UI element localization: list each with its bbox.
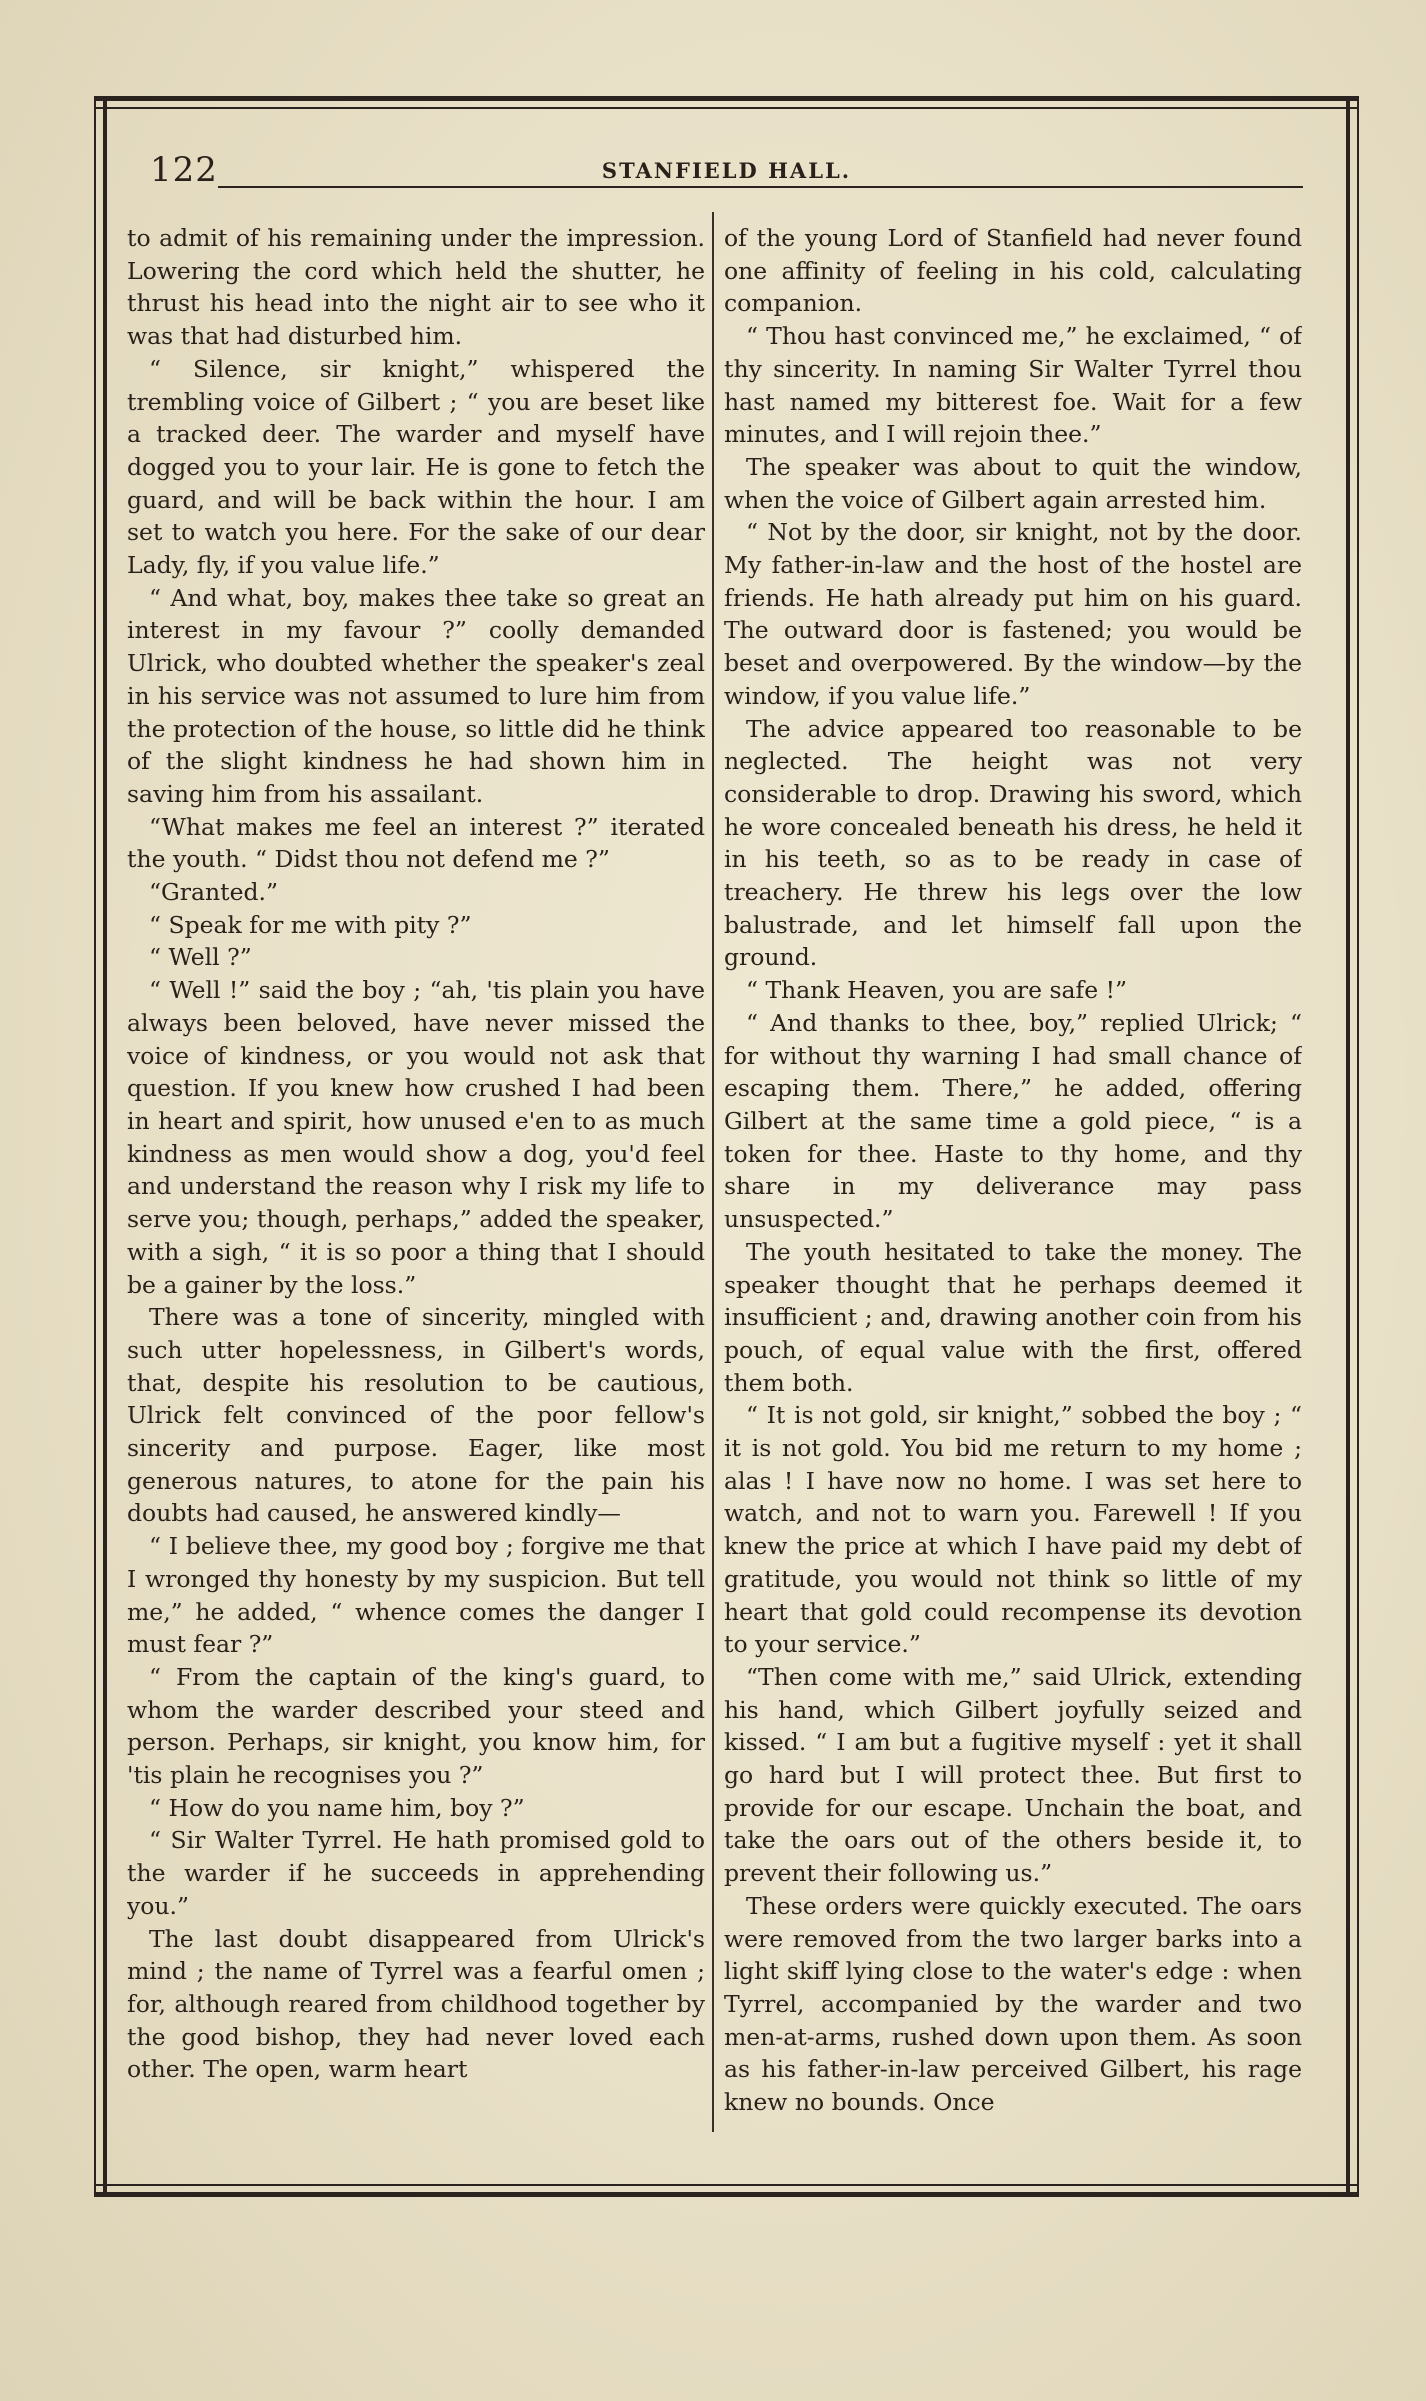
right-border-rule: [1346, 96, 1359, 2197]
paragraph: “What makes me feel an interest ?” iterated the youth. “ Didst thou not defend me ?”: [127, 812, 705, 874]
paragraph: “Then come with me,” said Ulrick, extending his hand, which Gilbert joyfully seized and kissed. “ I am but a fugitive myself : yet it shall go hard but I will protect thee. But first to provide for our escape. Unchain the boat, and take the oars out of the others beside it, to prevent their following us.”: [724, 1662, 1302, 1888]
paragraph: “ How do you name him, boy ?”: [149, 1793, 525, 1822]
bottom-border-rule: [94, 2184, 1359, 2197]
paragraph: The youth hesitated to take the money. The speaker thought that he perhaps deemed it insufficient ; and, drawing another coin from his pouch, of equal value with the first, offered them both.: [724, 1237, 1302, 1397]
paragraph: The speaker was about to quit the window, when the voice of Gilbert again arrested him.: [724, 452, 1302, 514]
page-border-frame: [94, 96, 1359, 2197]
paragraph: “ Silence, sir knight,” whispered the trembling voice of Gilbert ; “ you are beset like a tracked deer. The warder and myself have dogged you to your lair. He is gone to fetch the guard, and will be back within the hour. I am set to watch you here. For the sake of our dear Lady, fly, if you value life.”: [127, 354, 705, 580]
column-divider: [712, 212, 714, 2132]
running-title: STANFIELD HALL.: [601, 158, 852, 183]
paragraph: “Granted.”: [149, 878, 279, 907]
top-border-rule: [94, 96, 1359, 109]
page-number: 122: [150, 150, 218, 190]
page-header: [150, 150, 1303, 206]
paragraph: The last doubt disappeared from Ulrick's mind ; the name of Tyrrel was a fearful omen ; for, although reared from childhood together by the good bishop, they had never loved each other. The open, warm heart: [127, 1924, 705, 2084]
paragraph: “ And what, boy, makes thee take so great an interest in my favour ?” coolly demanded Ulrick, who doubted whether the speaker's zeal in his service was not assumed to lure him from the protection of the house, so little did he think of the slight kindness he had shown him in saving him from his assailant.: [127, 583, 705, 808]
paragraph: There was a tone of sincerity, mingled with such utter hopelessness, in Gilbert's words, that, despite his resolution to be cautious, Ulrick felt convinced of the poor fellow's sincerity and purpose. Eager, like most generous natures, to atone for the pain his doubts had caused, he answered kindly—: [127, 1303, 705, 1528]
paragraph: “ Sir Walter Tyrrel. He hath promised gold to the warder if he succeeds in apprehending you.”: [127, 1826, 705, 1920]
paragraph: “ From the captain of the king's guard, to whom the warder described your steed and person. Perhaps, sir knight, you know him, for 'tis plain he recognises you ?”: [127, 1662, 705, 1790]
paragraph: “ Thou hast convinced me,” he exclaimed, “ of thy sincerity. In naming Sir Walter Tyrrel thou hast named my bitterest foe. Wait for a few minutes, and I will rejoin thee.”: [724, 322, 1302, 449]
paragraph: “ Well ?”: [149, 943, 252, 972]
paragraph: of the young Lord of Stanfield had never found one affinity of feeling in his cold, calculating companion.: [724, 224, 1302, 318]
left-column: [127, 222, 705, 2127]
paragraph: “ It is not gold, sir knight,” sobbed the boy ; “ it is not gold. You bid me return to my home ; alas ! I have now no home. I was set here to watch, and not to warn you. Farewell ! If you knew the price at which I have paid my debt of gratitude, you would not think so little of my heart that gold could recompense its devotion to your service.”: [724, 1401, 1302, 1659]
paragraph: “ I believe thee, my good boy ; forgive me that I wronged thy honesty by my suspicion. But tell me,” he added, “ whence comes the danger I must fear ?”: [127, 1532, 705, 1659]
left-border-rule: [94, 96, 107, 2197]
paragraph: “ Not by the door, sir knight, not by the door. My father-in-law and the host of the hostel are friends. He hath already put him on his guard. The outward door is fastened; you would be beset and overpowered. By the window—by the window, if you value life.”: [724, 518, 1302, 710]
paragraph: These orders were quickly executed. The oars were removed from the two larger barks into a light skiff lying close to the water's edge : when Tyrrel, accompanied by the warder and two men-at-arms, rushed down upon them. As soon as his father-in-law perceived Gilbert, his rage knew no bounds. Once: [724, 1891, 1302, 2117]
paragraph: “ Speak for me with pity ?”: [149, 910, 472, 939]
paragraph: The advice appeared too reasonable to be neglected. The height was not very considerable to drop. Drawing his sword, which he wore concealed beneath his dress, he held it in his teeth, so as to be ready in case of treachery. He threw his legs over the low balustrade, and let himself fall upon the ground.: [724, 714, 1302, 972]
paragraph: “ Thank Heaven, you are safe !”: [746, 976, 1128, 1005]
paragraph: to admit of his remaining under the impression. Lowering the cord which held the shutter, he thrust his head into the night air to see who it was that had disturbed him.: [127, 224, 705, 351]
paragraph: “ Well !” said the boy ; “ah, 'tis plain you have always been beloved, have never missed the voice of kindness, or you would not ask that question. If you knew how crushed I had been in heart and spirit, how unused e'en to as much kindness as men would show a dog, you'd feel and understand the reason why I risk my life to serve you; though, perhaps,” added the speaker, with a sigh, “ it is so poor a thing that I should be a gainer by the loss.”: [127, 976, 705, 1299]
header-rule: [218, 186, 1303, 188]
paragraph: “ And thanks to thee, boy,” replied Ulrick; “ for without thy warning I had small chance of escaping them. There,” he added, offering Gilbert at the same time a gold piece, “ is a token for thee. Haste to thy home, and thy share in my deliverance may pass unsuspected.”: [724, 1008, 1302, 1234]
right-column: [724, 222, 1302, 2127]
